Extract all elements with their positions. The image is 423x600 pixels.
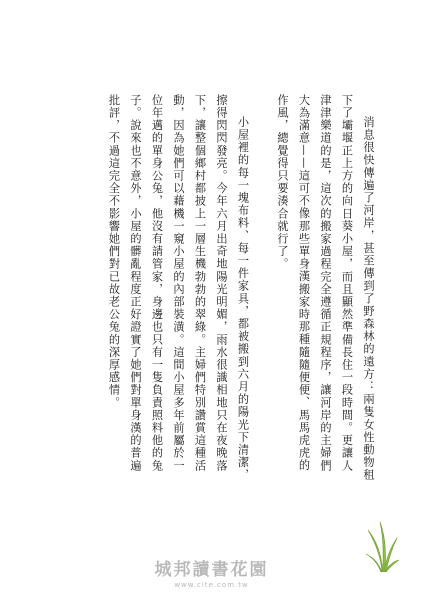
paragraph-2: 小屋裡的每一塊布料、每一件家具，都被搬到六月的陽光下清潔，擦得閃閃發亮。今年六月出奇地陽光明媚，雨水很識相地只在夜晚落下，讓整個鄉村都披上一層生機勃勃的翠綠。主婦們特別讚賞這種活動，因為她們可以藉機一窺小屋的內部裝潢。這間小屋多年前屬於一位年邁的單身公兔，他沒有請管家，身邊也只有一隻負責照料他的兔子。說來也不意外，小屋的髒亂程度正好證實了她們對單身漢的普遍批評，不過這完全不影響她們對已故老公兔的深厚感情。 xyxy=(107,94,250,482)
publisher-watermark xyxy=(0,560,423,590)
paragraph-1: 消息很快傳遍了河岸，甚至傳到了野森林的遠方：兩隻女性動物租下了壩堰正上方的向日葵小屋，而且顯然準備長住一段時間。更讓人津津樂道的是，這次的搬家過程完全遵循正規程序，讓河岸的主婦們大為滿意——這可不像那些單身漢搬家時那種隨隨便便、馬馬虎虎的作風，總覺得只要湊合就行了。 xyxy=(276,94,375,482)
watermark-brand: 城邦讀書花園 xyxy=(154,560,269,580)
watermark-url: www.cite.com.tw xyxy=(174,581,249,589)
vertical-text-body xyxy=(103,94,379,484)
